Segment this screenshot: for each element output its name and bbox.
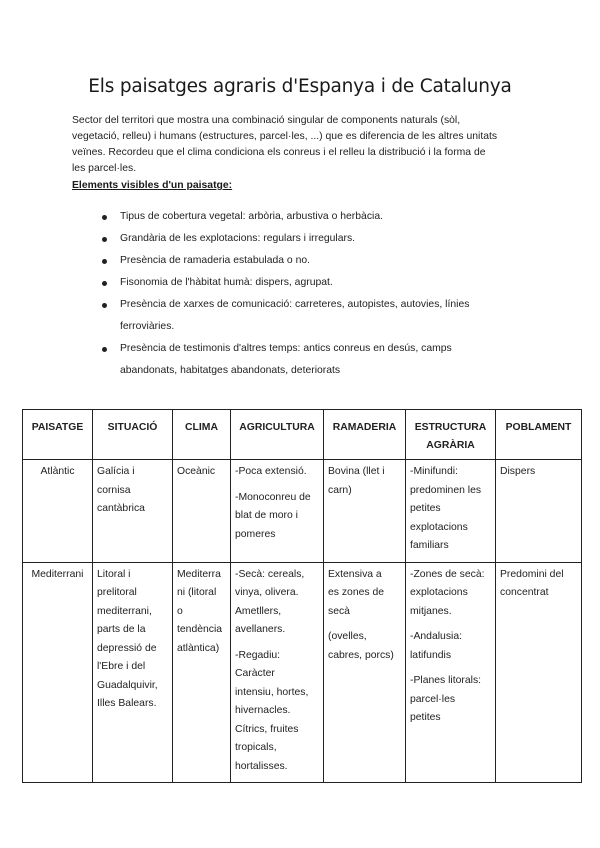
header-line: PAISATGE bbox=[31, 422, 84, 433]
col-estructura-agraria-cell bbox=[406, 460, 496, 563]
cell-line: o bbox=[177, 605, 183, 617]
cell-line: tendència bbox=[177, 624, 223, 635]
cell-line: cantàbrica bbox=[97, 503, 145, 514]
cell-line: -Minifundi: bbox=[410, 466, 458, 477]
cell-paragraph bbox=[500, 463, 577, 482]
cell-paragraph bbox=[97, 566, 168, 714]
cell-paragraph bbox=[410, 566, 491, 622]
cell-paragraph bbox=[235, 489, 319, 545]
cell-line: avellaners. bbox=[235, 624, 286, 635]
cell-line: latifundis bbox=[410, 649, 452, 661]
list-item-line: Presència de testimonis d'altres temps: antics conreus en desús, camps bbox=[120, 343, 452, 354]
cell-line: -Poca extensió. bbox=[235, 466, 307, 477]
cell-line: mediterrani, bbox=[97, 605, 152, 617]
cell-line: pomeres bbox=[235, 528, 276, 540]
list-item bbox=[102, 250, 522, 272]
cell-line: blat de moro i bbox=[235, 510, 298, 521]
cell-line: Cítrics, fruites bbox=[235, 723, 299, 735]
cell-line: carn) bbox=[328, 484, 352, 496]
cell-line: mitjanes. bbox=[410, 605, 452, 617]
header-line: AGRÀRIA bbox=[426, 440, 475, 451]
header-line: SITUACIÓ bbox=[107, 422, 158, 433]
col-situacio-cell bbox=[93, 460, 173, 563]
table-row bbox=[23, 562, 582, 783]
col-situacio-cell bbox=[93, 562, 173, 783]
list-item bbox=[102, 206, 522, 228]
col-paisatge-header bbox=[23, 410, 93, 460]
cell-line: -Monoconreu de bbox=[235, 491, 311, 503]
col-agricultura-cell bbox=[231, 460, 324, 563]
col-agricultura-header bbox=[231, 410, 324, 460]
intro-line: veïnes. Recordeu que el clima condiciona els conreus i el relleu la distribució i la forma de bbox=[72, 147, 486, 158]
cell-line: Guadalquivir, bbox=[97, 679, 158, 691]
page-title: Els paisatges agraris d'Espanya i de Catalunya bbox=[88, 76, 512, 97]
section-subheading: Elements visibles d'un paisatge: bbox=[72, 180, 233, 191]
col-clima-cell bbox=[173, 460, 231, 563]
cell-line: -Regadiu: bbox=[235, 649, 281, 661]
cell-paragraph bbox=[235, 647, 319, 777]
cell-line: Bovina (llet i bbox=[328, 466, 385, 477]
list-item bbox=[102, 228, 522, 250]
cell-line: Mediterra bbox=[177, 568, 221, 580]
col-situacio-header bbox=[93, 410, 173, 460]
cell-line: intensiu, hortes, bbox=[235, 686, 309, 698]
cell-line: Mediterrani bbox=[31, 568, 84, 580]
cell-line: parcel·les bbox=[410, 693, 456, 705]
col-paisatge-cell bbox=[23, 460, 93, 563]
cell-line: petites bbox=[410, 503, 441, 514]
cell-line: es zones de bbox=[328, 587, 385, 598]
cell-line: predominen les bbox=[410, 484, 482, 496]
header-line: POBLAMENT bbox=[505, 422, 572, 433]
cell-line: explotacions bbox=[410, 587, 468, 598]
list-item bbox=[102, 294, 522, 338]
list-item-line: Presència de xarxes de comunicació: carreteres, autopistes, autovies, línies bbox=[120, 299, 470, 310]
cell-paragraph bbox=[177, 566, 226, 659]
cell-line: petites bbox=[410, 712, 441, 723]
cell-paragraph bbox=[27, 566, 88, 585]
cell-line: secà bbox=[328, 605, 350, 617]
cell-paragraph bbox=[328, 628, 401, 665]
intro-line: les parcel·les. bbox=[72, 163, 137, 174]
cell-line: (ovelles, bbox=[328, 631, 367, 642]
col-estructura-agraria-cell bbox=[406, 562, 496, 783]
cell-line: -Zones de secà: bbox=[410, 568, 485, 580]
cell-line: hivernacles. bbox=[235, 705, 291, 716]
cell-paragraph bbox=[410, 628, 491, 665]
col-ramaderia-cell bbox=[324, 562, 406, 783]
col-agricultura-cell bbox=[231, 562, 324, 783]
cell-line: familiars bbox=[410, 540, 449, 551]
header-line: AGRICULTURA bbox=[239, 422, 315, 433]
cell-paragraph bbox=[500, 566, 577, 603]
landscapes-table bbox=[22, 409, 582, 783]
cell-paragraph bbox=[328, 566, 401, 622]
cell-line: Atlàntic bbox=[40, 466, 75, 477]
cell-paragraph bbox=[235, 463, 319, 482]
list-item-line: abandonats, habitatges abandonats, deteriorats bbox=[120, 365, 341, 376]
list-item-line: ferroviàries. bbox=[120, 321, 175, 332]
intro-paragraph bbox=[72, 113, 530, 177]
cell-line: Ametllers, bbox=[235, 605, 282, 617]
header-line: RAMADERIA bbox=[332, 422, 397, 433]
cell-line: explotacions bbox=[410, 521, 468, 533]
cell-line: Caràcter bbox=[235, 668, 275, 679]
cell-line: Dispers bbox=[500, 466, 536, 477]
col-poblament-cell bbox=[496, 562, 582, 783]
header-line: ESTRUCTURA bbox=[414, 422, 487, 433]
cell-line: hortalisses. bbox=[235, 760, 288, 772]
cell-paragraph bbox=[97, 463, 168, 519]
col-poblament-cell bbox=[496, 460, 582, 563]
cell-line: prelitoral bbox=[97, 587, 137, 598]
cell-paragraph bbox=[27, 463, 88, 482]
col-ramaderia-cell bbox=[324, 460, 406, 563]
cell-line: depressió de bbox=[97, 642, 157, 654]
cell-line: concentrat bbox=[500, 587, 549, 598]
cell-line: l'Ebre i del bbox=[97, 661, 146, 672]
cell-line: -Planes litorals: bbox=[410, 675, 482, 686]
cell-line: Extensiva a bbox=[328, 568, 382, 580]
table-header-row bbox=[23, 410, 582, 460]
list-item-line: Presència de ramaderia estabulada o no. bbox=[120, 255, 311, 266]
intro-line: vegetació, relleu) i humans (estructures, parcel·les, ...) que es diferencia de les altres unitats bbox=[72, 131, 498, 142]
cell-line: tropicals, bbox=[235, 742, 277, 753]
cell-line: ni (litoral bbox=[177, 587, 217, 598]
col-clima-cell bbox=[173, 562, 231, 783]
cell-line: Litoral i bbox=[97, 568, 131, 580]
cell-line: Oceànic bbox=[177, 466, 216, 477]
cell-line: Illes Balears. bbox=[97, 698, 157, 709]
list-item-line: Fisonomia de l'hàbitat humà: dispers, agrupat. bbox=[120, 277, 333, 288]
cell-line: atlàntica) bbox=[177, 642, 220, 654]
cell-paragraph bbox=[177, 463, 226, 482]
col-estructura-agraria-header bbox=[406, 410, 496, 460]
col-ramaderia-header bbox=[324, 410, 406, 460]
list-item-line: Grandària de les explotacions: regulars i irregulars. bbox=[120, 233, 356, 244]
cell-line: -Secà: cereals, bbox=[235, 568, 305, 580]
cell-line: Predomini del bbox=[500, 568, 564, 580]
cell-paragraph bbox=[328, 463, 401, 500]
intro-line: Sector del territori que mostra una combinació singular de components naturals (sòl, bbox=[72, 115, 461, 126]
cell-line: vinya, olivera. bbox=[235, 587, 299, 598]
table-row bbox=[23, 460, 582, 563]
elements-list bbox=[102, 206, 522, 382]
cell-line: cornisa bbox=[97, 484, 131, 496]
list-item-line: Tipus de cobertura vegetal: arbòria, arbustiva o herbàcia. bbox=[120, 211, 383, 222]
cell-line: -Andalusia: bbox=[410, 631, 462, 642]
col-poblament-header bbox=[496, 410, 582, 460]
cell-line: Galícia i bbox=[97, 466, 135, 477]
col-clima-header bbox=[173, 410, 231, 460]
cell-paragraph bbox=[235, 566, 319, 640]
col-paisatge-cell bbox=[23, 562, 93, 783]
cell-line: parts de la bbox=[97, 624, 146, 635]
list-item bbox=[102, 338, 522, 382]
header-line: CLIMA bbox=[185, 422, 218, 433]
cell-paragraph bbox=[410, 672, 491, 728]
cell-paragraph bbox=[410, 463, 491, 556]
cell-line: cabres, porcs) bbox=[328, 649, 394, 661]
list-item bbox=[102, 272, 522, 294]
